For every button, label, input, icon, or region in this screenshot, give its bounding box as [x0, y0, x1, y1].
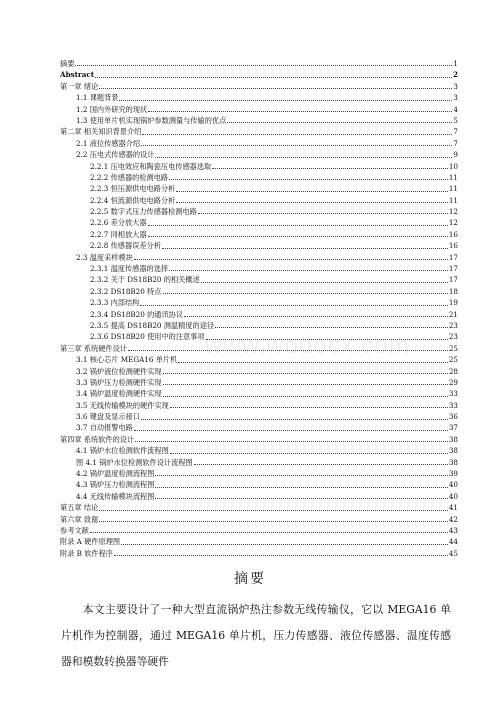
toc-entry[interactable] [60, 548, 458, 559]
toc-entry-page: 7 [453, 127, 458, 137]
toc-entry-title: 第三章 系统硬件设计 [60, 343, 127, 353]
toc-entry[interactable] [60, 161, 458, 172]
toc-entry-page: 19 [448, 298, 458, 308]
toc-entry-page: 36 [448, 412, 458, 422]
toc-entry-page: 12 [448, 207, 458, 217]
toc-leader-dots [163, 373, 448, 374]
toc-leader-dots [163, 384, 448, 385]
toc-entry-page: 44 [448, 537, 458, 547]
toc-entry[interactable] [60, 115, 458, 126]
toc-entry-page: 11 [448, 184, 458, 194]
toc-entry[interactable] [60, 263, 458, 274]
toc-entry-title: 2.2.2 传感器的检测电路 [90, 172, 169, 182]
toc-entry-title: 3.3 锅炉压力检测硬件实现 [76, 377, 162, 387]
abstract-heading: 摘要 [234, 571, 266, 587]
toc-leader-dots [194, 464, 448, 465]
toc-entry-page: 40 [448, 491, 458, 501]
toc-entry-title: 2.3 温度采样模块 [76, 252, 133, 262]
toc-entry[interactable] [60, 536, 458, 547]
toc-entry-page: 41 [448, 503, 458, 513]
toc-leader-dots [99, 510, 448, 511]
toc-entry-title: 3.6 键盘及显示接口 [76, 412, 141, 422]
toc-leader-dots [155, 487, 447, 488]
toc-entry[interactable] [60, 491, 458, 502]
toc-entry-title: 摘要 [60, 58, 75, 68]
toc-entry-title: 第六章 致谢 [60, 514, 99, 524]
toc-leader-dots [140, 305, 448, 306]
toc-leader-dots [135, 441, 448, 442]
toc-entry-title: 2.2.7 同相放大器 [90, 229, 147, 239]
toc-entry-page: 17 [448, 252, 458, 262]
toc-entry-page: 23 [448, 332, 458, 342]
toc-entry-page: 16 [448, 229, 458, 239]
toc-entry-page: 23 [448, 320, 458, 330]
toc-entry-page: 16 [448, 241, 458, 251]
toc-entry[interactable] [60, 434, 458, 445]
toc-leader-dots [184, 316, 448, 317]
toc-leader-dots [163, 396, 448, 397]
toc-entry[interactable] [60, 514, 458, 525]
toc-entry-title: 2.3.2 DS18B20 特点 [90, 286, 162, 296]
toc-entry-title: 2.2.8 传感器误差分析 [90, 241, 161, 251]
toc-entry[interactable] [60, 479, 458, 490]
toc-leader-dots [119, 100, 452, 101]
toc-entry[interactable] [60, 252, 458, 263]
toc-entry-title: 3.5 无线传输模块的硬件实现 [76, 400, 169, 410]
toc-entry-title: 第二章 相关知识背景介绍 [60, 127, 142, 137]
toc-entry-page: 9 [453, 150, 458, 160]
toc-entry-title: 1.3 使用单片机实现锅炉参数测量与传输的优点 [76, 115, 227, 125]
watermark: www.wodocx.com [205, 332, 410, 359]
toc-entry-title: 2.2.4 恒流源供电电路分析 [90, 195, 176, 205]
toc-entry[interactable] [60, 206, 458, 217]
toc-entry-title: 2.2.3 恒压源供电电路分析 [90, 184, 176, 194]
toc-entry-title: Abstract [60, 70, 95, 80]
toc-entry[interactable] [60, 195, 458, 206]
toc-entry-page: 37 [448, 423, 458, 433]
toc-leader-dots [134, 430, 448, 431]
toc-entry[interactable] [60, 104, 458, 115]
toc-entry-title: 4.2 锅炉温度检测流程图 [76, 469, 155, 479]
toc-leader-dots [148, 225, 448, 226]
toc-entry[interactable] [60, 411, 458, 422]
toc-entry-page: 29 [448, 377, 458, 387]
toc-entry-page: 21 [448, 309, 458, 319]
toc-entry[interactable] [60, 183, 458, 194]
toc-entry-page: 43 [448, 526, 458, 535]
toc-leader-dots [155, 475, 447, 476]
toc-leader-dots [215, 327, 448, 328]
toc-leader-dots [95, 77, 452, 78]
toc-entry-title: 附录 A 硬件原理图 [60, 537, 121, 547]
toc-entry-title: 第五章 结论 [60, 503, 99, 513]
toc-entry-title: 第一章 绪论 [60, 81, 99, 91]
toc-entry-page: 25 [448, 343, 458, 353]
toc-leader-dots [162, 248, 448, 249]
toc-entry-page: 12 [448, 218, 458, 228]
toc-entry-page: 33 [448, 400, 458, 410]
toc-leader-dots [176, 202, 448, 203]
toc-entry-title: 2.2.6 差分放大器 [90, 218, 147, 228]
toc-entry-title: 3.4 锅炉温度检测硬件实现 [76, 389, 162, 399]
toc-entry-page: 7 [453, 138, 458, 148]
toc-entry-page: 11 [448, 195, 458, 205]
toc-entry-page: 38 [448, 446, 458, 456]
toc-entry-page: 2 [452, 70, 458, 80]
toc-entry-title: 4.3 锅炉压力检测流程图 [76, 480, 155, 490]
toc-entry-title: 2.2.1 压电效应和陶瓷压电传感器选取 [90, 161, 212, 171]
toc-entry-page: 1 [453, 58, 458, 68]
toc-leader-dots [75, 65, 452, 66]
toc-entry-title: 2.3.1 温度传感器的选择 [90, 264, 169, 274]
toc-entry[interactable] [60, 126, 458, 137]
toc-entry[interactable] [60, 172, 458, 183]
toc-entry[interactable] [60, 149, 458, 160]
toc-entry[interactable] [60, 457, 458, 468]
toc-entry-title: 4.4 无线传输模块流程图 [76, 491, 155, 501]
toc-entry[interactable] [60, 138, 458, 149]
toc-entry[interactable] [60, 525, 458, 536]
toc-leader-dots [114, 555, 448, 556]
toc-entry[interactable] [60, 240, 458, 251]
toc-entry[interactable] [60, 377, 458, 388]
toc-leader-dots [148, 111, 452, 112]
toc-leader-dots [169, 179, 448, 180]
toc-entry-page: 11 [448, 172, 458, 182]
toc-leader-dots [141, 145, 452, 146]
toc-entry[interactable] [60, 400, 458, 411]
toc-leader-dots [227, 122, 452, 123]
toc-entry-title: 附录 B 软件程序 [60, 548, 113, 558]
toc-leader-dots [198, 213, 448, 214]
toc-leader-dots [176, 191, 448, 192]
table-of-contents [60, 58, 458, 559]
toc-entry-page: 33 [448, 389, 458, 399]
toc-entry[interactable] [60, 92, 458, 103]
toc-entry[interactable] [60, 69, 458, 80]
toc-entry-title: 参考文献 [60, 526, 89, 535]
toc-leader-dots [163, 293, 448, 294]
toc-entry-page: 25 [448, 355, 458, 365]
toc-entry-page: 5 [453, 115, 458, 125]
toc-entry-page: 17 [448, 264, 458, 274]
toc-entry[interactable] [60, 468, 458, 479]
toc-entry-title: 2.2 压电式传感器的设计 [76, 150, 155, 160]
toc-entry-title: 2.3.5 提高 DS18B20 测温精度的途径 [90, 320, 215, 330]
toc-leader-dots [121, 544, 448, 545]
toc-entry[interactable] [60, 229, 458, 240]
toc-leader-dots [170, 453, 448, 454]
toc-entry-page: 28 [448, 366, 458, 376]
toc-entry-page: 17 [448, 275, 458, 285]
toc-entry[interactable] [60, 320, 458, 331]
toc-entry-title: 2.1 液位传感器介绍 [76, 138, 141, 148]
toc-entry-title: 2.3.6 DS18B20 使用中的注意事项 [90, 332, 205, 342]
toc-entry-page: 10 [448, 161, 458, 171]
toc-entry-title: 3.7 自动报警电路 [76, 423, 133, 433]
toc-entry-page: 38 [448, 457, 458, 467]
toc-entry[interactable] [60, 81, 458, 92]
toc-entry-title: 2.3.3 内部结构 [90, 298, 140, 308]
toc-entry[interactable] [60, 309, 458, 320]
toc-entry-title: 图 4.1 锅炉水位检测软件设计流程图 [76, 457, 193, 467]
toc-entry[interactable] [60, 423, 458, 434]
toc-leader-dots [99, 88, 452, 89]
toc-leader-dots [134, 259, 448, 260]
toc-leader-dots [201, 282, 448, 283]
toc-entry-page: 3 [453, 93, 458, 103]
toc-entry-title: 2.3.4 DS18B20 的通讯协议 [90, 309, 184, 319]
toc-entry-page: 3 [453, 81, 458, 91]
toc-leader-dots [169, 270, 448, 271]
abstract-body: 本文主要设计了一种大型直流锅炉热注参数无线传输仪，它以 MEGA16 单片机作为控制器，通过 MEGA16 单片机，压力传感器、液位传感器、温度传感器和模数转换器等硬件 [61, 603, 451, 668]
toc-entry-title: 2.2.5 数字式压力传感器检测电路 [90, 207, 197, 217]
toc-entry[interactable] [60, 502, 458, 513]
toc-entry-title: 3.1 核心芯片 MEGA16 单片机 [76, 355, 178, 365]
toc-leader-dots [170, 407, 448, 408]
toc-entry-title: 1.1 课题背景 [76, 93, 119, 103]
toc-entry-page: 42 [448, 514, 458, 524]
toc-leader-dots [148, 236, 448, 237]
toc-entry-page: 40 [448, 480, 458, 490]
toc-leader-dots [99, 521, 448, 522]
toc-entry[interactable] [60, 274, 458, 285]
toc-entry-title: 第四章 系统软件的设计 [60, 434, 135, 444]
toc-leader-dots [212, 168, 448, 169]
toc-leader-dots [178, 362, 448, 363]
toc-leader-dots [142, 134, 452, 135]
toc-entry-title: 4.1 锅炉水位检测软件流程图 [76, 446, 169, 456]
toc-leader-dots [155, 498, 447, 499]
toc-entry[interactable] [60, 58, 458, 69]
toc-entry[interactable] [60, 366, 458, 377]
toc-entry-page: 45 [448, 548, 458, 558]
toc-entry-title: 2.3.2 关于 DS18B20 的相关概述 [90, 275, 200, 285]
toc-entry-page: 38 [448, 434, 458, 444]
toc-entry-page: 18 [448, 286, 458, 296]
toc-entry-page: 4 [453, 104, 458, 114]
toc-entry-page: 39 [448, 469, 458, 479]
toc-entry[interactable] [60, 217, 458, 228]
toc-leader-dots [155, 157, 452, 158]
toc-entry-title: 3.2 锅炉液位检测硬件实现 [76, 366, 162, 376]
toc-leader-dots [90, 532, 448, 533]
toc-entry[interactable] [60, 388, 458, 399]
toc-entry[interactable] [60, 297, 458, 308]
toc-leader-dots [141, 419, 448, 420]
toc-entry-title: 1.2 国内外研究的现状 [76, 104, 148, 114]
toc-entry[interactable] [60, 445, 458, 456]
toc-entry[interactable] [60, 286, 458, 297]
